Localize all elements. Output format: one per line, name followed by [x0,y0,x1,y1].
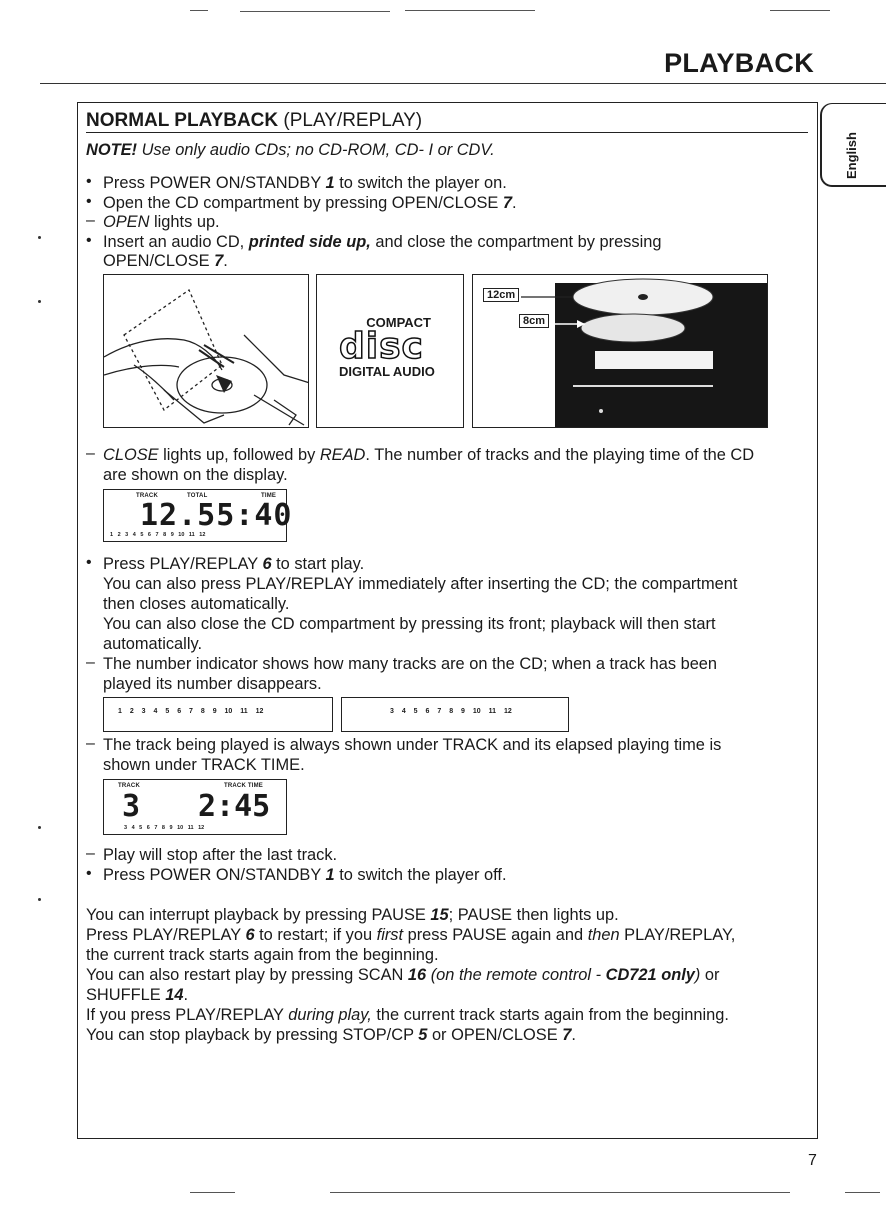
scan-mark [190,10,208,11]
compact-disc-logo [316,274,464,428]
para-pause: You can interrupt playback by pressing PAUSE 15; PAUSE then lights up. [86,906,619,924]
cd-size-8cm: 8cm [519,314,549,328]
content-box: NORMAL PLAYBACK (PLAY/REPLAY) NOTE! Use only audio CDs; no CD-ROM, CD- I or CDV. • Press POWER ON/STANDBY 1 to switch the player on. • Open the CD compartment by pressing OPEN/CLOSE 7. – OPEN lights up. • Insert an audio CD, printed side up, and close the compartment by pressing OPEN/CLOSE 7. COMPACT disc DIGITAL AUDIO 12cm 8cm – CLOSE lights up, followed by READ. The number of tracks and the playing time of the CD are shown on the display. TRACK TOTAL TIME 12.55:40 1 2 3 4 5 6 7 8 9 10 11 12 • Press PLAY/REPLAY 6 to start play. You can also press PLAY/REPLAY immediately after inserting the CD; the compartment then closes automatically. You can also close the CD compartment by pressing its front; playback will then start automatically. – The number indicator shows how many tracks are on the CD; when a track has been played its number disappears. 1 2 3 4 5 6 7 8 9 10 11 12 3 4 5 6 7 8 9 10 11 12 – The track being played is always shown under TRACK and its elapsed playing time is shown under TRACK TIME. TRACK TRACK TIME 3 2:45 3 4 5 6 7 8 9 10 11 12 – Play will stop after the last track. • Press POWER ON/STANDBY 1 to switch the player off. You can interrupt playback by pressing PAUSE 15; PAUSE then lights up. Press PLAY/REPLAY 6 to restart; if you first press PAUSE again and then PLAY/REPLAY, the current track starts again from the beginning. You can also restart play by pressing SCAN 16 (on the remote control - CD721 only) or SHUFFLE 14. If you press PLAY/REPLAY during play, the current track starts again from the beginning. You can stop playback by pressing STOP/CP 5 or OPEN/CLOSE 7. [77,102,818,1139]
scan-mark [770,10,830,11]
display-total-label: TOTAL [187,493,208,499]
step-insert-cd: Insert an audio CD, printed side up, and close the compartment by pressing [103,233,662,251]
section-rule [86,132,808,133]
scan-mark [190,1192,235,1193]
language-label: English [844,132,859,179]
display-track-digit: 3 [122,789,141,824]
logo-digital-text: DIGITAL AUDIO [339,364,435,379]
step-play-line-2: then closes automatically. [103,595,290,613]
display-track-time-label: TRACK TIME [224,783,263,789]
header-rule [40,83,886,84]
indicator-numbers: 1 2 3 4 5 6 7 8 9 10 11 12 [118,708,264,715]
step-stop-last: Play will stop after the last track. [103,846,338,864]
step-track-shown-cont: shown under TRACK TIME. [103,756,305,774]
para-shuffle: SHUFFLE 14. [86,986,189,1004]
display-track-numbers: 1 2 3 4 5 6 7 8 9 10 11 12 [110,532,206,538]
cd-size-12cm: 12cm [483,288,519,302]
scan-dot [38,826,41,829]
illustration-insert-cd [103,274,309,428]
scan-mark [240,11,390,12]
step-play-line-4: automatically. [103,635,202,653]
step-open-lights: OPEN lights up. [103,213,220,231]
step-open: Open the CD compartment by pressing OPEN/CLOSE 7. [103,194,517,212]
step-play: Press PLAY/REPLAY 6 to start play. [103,555,365,573]
step-track-shown: The track being played is always shown under TRACK and its elapsed playing time is [103,736,722,754]
display-total-time [103,489,293,542]
step-insert-cd-cont: OPEN/CLOSE 7. [103,252,228,270]
page-number: 7 [808,1152,817,1169]
step-close-read: CLOSE lights up, followed by READ. The number of tracks and the playing time of the CD [103,446,755,464]
scan-mark [845,1192,880,1193]
language-tab [820,103,886,187]
step-play-line-3: You can also close the CD compartment by pressing its front; playback will then start [103,615,716,633]
display-track-time [103,779,287,835]
display-track-numbers: 3 4 5 6 7 8 9 10 11 12 [124,825,205,831]
para-restart-cont: the current track starts again from the beginning. [86,946,439,964]
scan-mark [330,1192,790,1193]
para-during-play: If you press PLAY/REPLAY during play, the current track starts again from the beginning. [86,1006,729,1024]
scan-dot [38,236,41,239]
note: NOTE! Use only audio CDs; no CD-ROM, CD- I or CDV. [86,141,495,159]
display-track-label: TRACK [136,493,158,499]
logo-disc-text: disc [339,326,424,367]
step-indicator-cont: played its number disappears. [103,675,322,693]
display-track-label: TRACK [118,783,140,789]
page-title: PLAYBACK [664,48,814,78]
track-indicator-full [103,697,333,732]
para-restart: Press PLAY/REPLAY 6 to restart; if you first press PAUSE again and then PLAY/REPLAY, [86,926,736,944]
scan-dot [38,898,41,901]
para-scan: You can also restart play by pressing SCAN 16 (on the remote control - CD721 only) or [86,966,720,984]
display-time-label: TIME [261,493,277,499]
display-time-digits: 2:45 [198,789,271,824]
illustration-cd-drawer [472,274,768,428]
section-title: NORMAL PLAYBACK (PLAY/REPLAY) [86,110,423,131]
step-power-off: Press POWER ON/STANDBY 1 to switch the player off. [103,866,507,884]
track-indicator-partial [341,697,569,732]
logo-mark [339,315,435,379]
logo-compact-text: COMPACT [366,315,431,330]
step-close-read-cont: are shown on the display. [103,466,288,484]
step-indicator: The number indicator shows how many tracks are on the CD; when a track has been [103,655,718,673]
scan-mark [405,10,535,11]
para-stop: You can stop playback by pressing STOP/CP 5 or OPEN/CLOSE 7. [86,1026,576,1044]
scan-dot [38,300,41,303]
indicator-numbers: 3 4 5 6 7 8 9 10 11 12 [390,708,512,715]
step-play-line-1: You can also press PLAY/REPLAY immediately after inserting the CD; the compartment [103,575,738,593]
display-digits: 12.55:40 [140,498,293,533]
step-power-on: Press POWER ON/STANDBY 1 to switch the player on. [103,174,507,192]
